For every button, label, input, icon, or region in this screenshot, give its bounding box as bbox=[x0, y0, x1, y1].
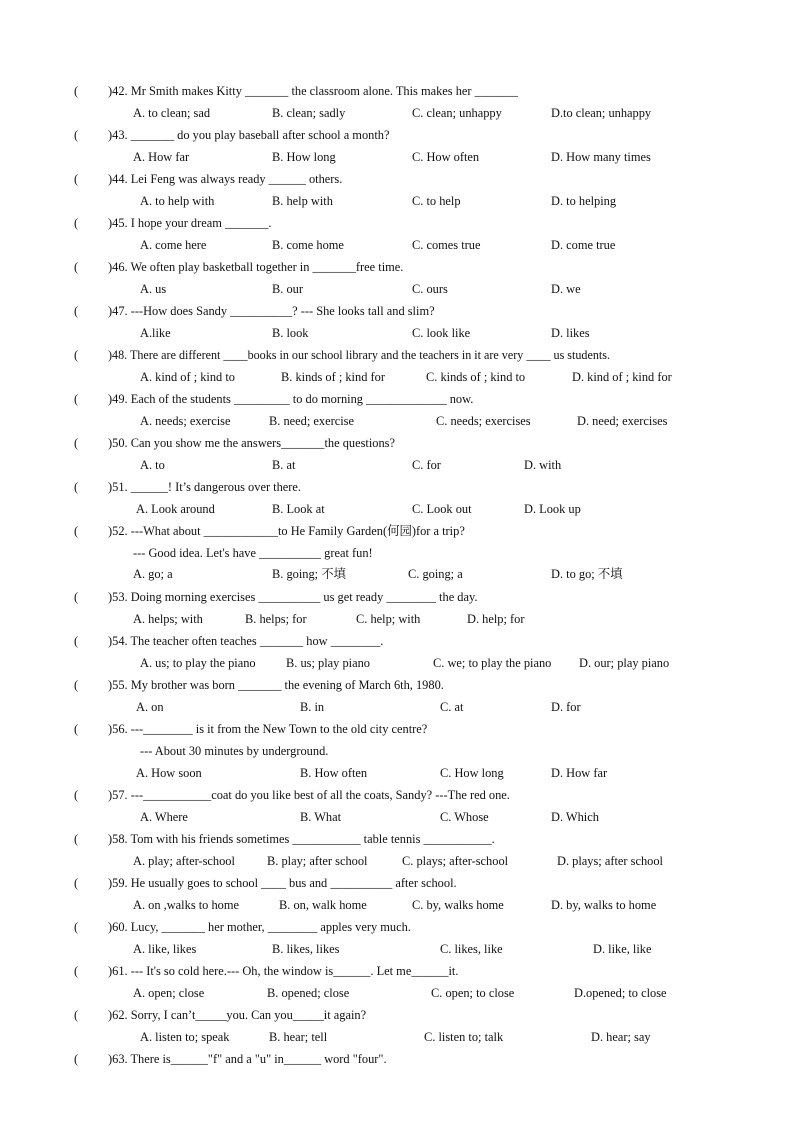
question-stem: )45. I hope your dream _______. bbox=[108, 216, 272, 230]
option-a: A. Look around bbox=[136, 502, 215, 516]
option-c: C. at bbox=[440, 700, 464, 714]
option-b: B. What bbox=[300, 810, 342, 824]
answer-paren: ( bbox=[74, 524, 79, 538]
option-a: A. us bbox=[140, 282, 167, 296]
question-stem: )48. There are different ____books in our school library and the teachers in it are very ____ us students. bbox=[108, 348, 610, 362]
option-b: B. help with bbox=[272, 194, 333, 208]
option-d: D. kind of ; kind for bbox=[572, 370, 672, 384]
option-c: C. look like bbox=[412, 326, 471, 340]
option-c: C. we; to play the piano bbox=[433, 656, 552, 670]
question-stem: )58. Tom with his friends sometimes ___________ table tennis ___________. bbox=[108, 832, 495, 846]
option-b: B. likes, likes bbox=[272, 942, 340, 956]
option-b: B. on, walk home bbox=[279, 898, 367, 912]
option-a: A. How far bbox=[133, 150, 190, 164]
option-b: B. in bbox=[300, 700, 325, 714]
question-stem: )46. We often play basketball together in _______free time. bbox=[108, 260, 404, 274]
question-stem: )51. ______! It’s dangerous over there. bbox=[108, 480, 302, 494]
option-c: C. likes, like bbox=[440, 942, 503, 956]
option-c: C. Look out bbox=[412, 502, 472, 516]
question-stem: )52. ---What about ____________to He Family Garden(何园)for a trip? bbox=[108, 524, 465, 538]
question-stem: )42. Mr Smith makes Kitty _______ the classroom alone. This makes her _______ bbox=[108, 84, 518, 98]
answer-paren: ( bbox=[74, 260, 79, 274]
question-stem: )54. The teacher often teaches _______ how ________. bbox=[108, 634, 384, 648]
option-a: A. How soon bbox=[136, 766, 202, 780]
option-d: D. plays; after school bbox=[557, 854, 663, 868]
answer-paren: ( bbox=[74, 480, 79, 494]
option-c: C. How long bbox=[440, 766, 504, 780]
option-d: D. come true bbox=[551, 238, 616, 252]
option-a: A. helps; with bbox=[133, 612, 203, 626]
option-c: C. How often bbox=[412, 150, 480, 164]
option-d: D. with bbox=[524, 458, 562, 472]
question-stem: )57. ---___________coat do you like best of all the coats, Sandy? ---The red one. bbox=[108, 788, 510, 802]
option-b: B. need; exercise bbox=[269, 414, 354, 428]
answer-paren: ( bbox=[74, 678, 79, 692]
option-c: C. clean; unhappy bbox=[412, 106, 502, 120]
option-b: B. opened; close bbox=[267, 986, 350, 1000]
question-stem: )63. There is______"f" and a "u" in______ word "four". bbox=[108, 1052, 387, 1066]
option-c: C. open; to close bbox=[431, 986, 515, 1000]
option-b: B. at bbox=[272, 458, 296, 472]
answer-paren: ( bbox=[74, 590, 79, 604]
option-d: D. hear; say bbox=[591, 1030, 651, 1044]
answer-paren: ( bbox=[74, 172, 79, 186]
option-d: D. by, walks to home bbox=[551, 898, 657, 912]
question-stem: )53. Doing morning exercises __________ us get ready ________ the day. bbox=[108, 590, 478, 604]
option-c: C. going; a bbox=[408, 567, 463, 581]
option-b: B. our bbox=[272, 282, 303, 296]
answer-paren: ( bbox=[74, 634, 79, 648]
option-a: A. on ,walks to home bbox=[133, 898, 239, 912]
option-b: B. come home bbox=[272, 238, 344, 252]
option-a: A. to bbox=[140, 458, 165, 472]
answer-paren: ( bbox=[74, 964, 79, 978]
option-a: A.like bbox=[140, 326, 171, 340]
option-c: C. Whose bbox=[440, 810, 489, 824]
option-a: A. to help with bbox=[140, 194, 215, 208]
option-a: A. needs; exercise bbox=[140, 414, 231, 428]
option-b: B. How often bbox=[300, 766, 368, 780]
option-d: D. to go; 不填 bbox=[551, 567, 623, 581]
option-d: D. like, like bbox=[593, 942, 652, 956]
question-stem: )61. --- It's so cold here.--- Oh, the window is______. Let me______it. bbox=[108, 964, 459, 978]
option-a: A. listen to; speak bbox=[140, 1030, 230, 1044]
option-d: D. Look up bbox=[524, 502, 581, 516]
option-d: D.to clean; unhappy bbox=[551, 106, 652, 120]
answer-paren: ( bbox=[74, 216, 79, 230]
question-stem: )50. Can you show me the answers_______the questions? bbox=[108, 436, 396, 450]
option-c: C. listen to; talk bbox=[424, 1030, 504, 1044]
option-d: D. How far bbox=[551, 766, 608, 780]
question-stem: )62. Sorry, I can’t_____you. Can you_____it again? bbox=[108, 1008, 367, 1022]
option-b: B. Look at bbox=[272, 502, 325, 516]
option-b: B. going; 不填 bbox=[272, 567, 347, 581]
option-d: D. to helping bbox=[551, 194, 617, 208]
option-a: A. on bbox=[136, 700, 164, 714]
answer-paren: ( bbox=[74, 832, 79, 846]
option-d: D. we bbox=[551, 282, 581, 296]
option-a: A. us; to play the piano bbox=[140, 656, 256, 670]
option-c: C. plays; after-school bbox=[402, 854, 509, 868]
option-d: D. How many times bbox=[551, 150, 651, 164]
question-stem: )43. _______ do you play baseball after school a month? bbox=[108, 128, 390, 142]
option-c: C. for bbox=[412, 458, 441, 472]
option-d: D. Which bbox=[551, 810, 599, 824]
option-b: B. clean; sadly bbox=[272, 106, 346, 120]
answer-paren: ( bbox=[74, 348, 79, 362]
answer-paren: ( bbox=[74, 876, 79, 890]
option-b: B. How long bbox=[272, 150, 336, 164]
option-d: D. need; exercises bbox=[577, 414, 668, 428]
option-d: D.opened; to close bbox=[574, 986, 667, 1000]
option-c: C. ours bbox=[412, 282, 448, 296]
option-a: A. to clean; sad bbox=[133, 106, 211, 120]
option-a: A. kind of ; kind to bbox=[140, 370, 235, 384]
answer-paren: ( bbox=[74, 722, 79, 736]
option-a: A. like, likes bbox=[133, 942, 197, 956]
option-d: D. our; play piano bbox=[579, 656, 670, 670]
option-d: D. likes bbox=[551, 326, 590, 340]
option-b: B. helps; for bbox=[245, 612, 307, 626]
option-c: C. comes true bbox=[412, 238, 481, 252]
answer-paren: ( bbox=[74, 392, 79, 406]
option-b: B. play; after school bbox=[267, 854, 368, 868]
question-stem: )59. He usually goes to school ____ bus and __________ after school. bbox=[108, 876, 457, 890]
option-c: C. to help bbox=[412, 194, 461, 208]
option-c: C. help; with bbox=[356, 612, 421, 626]
option-a: A. come here bbox=[140, 238, 207, 252]
option-b: B. look bbox=[272, 326, 309, 340]
question-stem: )55. My brother was born _______ the evening of March 6th, 1980. bbox=[108, 678, 444, 692]
dialogue-reply: --- About 30 minutes by underground. bbox=[140, 744, 329, 758]
option-b: B. kinds of ; kind for bbox=[281, 370, 385, 384]
option-d: D. help; for bbox=[467, 612, 525, 626]
answer-paren: ( bbox=[74, 304, 79, 318]
question-stem: )60. Lucy, _______ her mother, ________ apples very much. bbox=[108, 920, 411, 934]
answer-paren: ( bbox=[74, 1052, 79, 1066]
question-stem: )44. Lei Feng was always ready ______ others. bbox=[108, 172, 343, 186]
option-b: B. hear; tell bbox=[269, 1030, 328, 1044]
answer-paren: ( bbox=[74, 436, 79, 450]
option-a: A. open; close bbox=[133, 986, 205, 1000]
question-stem: )47. ---How does Sandy __________? --- She looks tall and slim? bbox=[108, 304, 435, 318]
option-d: D. for bbox=[551, 700, 581, 714]
answer-paren: ( bbox=[74, 788, 79, 802]
option-c: C. by, walks home bbox=[412, 898, 504, 912]
option-a: A. play; after-school bbox=[133, 854, 235, 868]
option-b: B. us; play piano bbox=[286, 656, 370, 670]
answer-paren: ( bbox=[74, 920, 79, 934]
option-a: A. Where bbox=[140, 810, 188, 824]
question-stem: )56. ---________ is it from the New Town to the old city centre? bbox=[108, 722, 428, 736]
option-c: C. needs; exercises bbox=[436, 414, 531, 428]
option-a: A. go; a bbox=[133, 567, 173, 581]
question-stem: )49. Each of the students _________ to do morning _____________ now. bbox=[108, 392, 474, 406]
answer-paren: ( bbox=[74, 1008, 79, 1022]
answer-paren: ( bbox=[74, 84, 79, 98]
option-c: C. kinds of ; kind to bbox=[426, 370, 526, 384]
dialogue-reply: --- Good idea. Let's have __________ great fun! bbox=[133, 546, 373, 560]
answer-paren: ( bbox=[74, 128, 79, 142]
